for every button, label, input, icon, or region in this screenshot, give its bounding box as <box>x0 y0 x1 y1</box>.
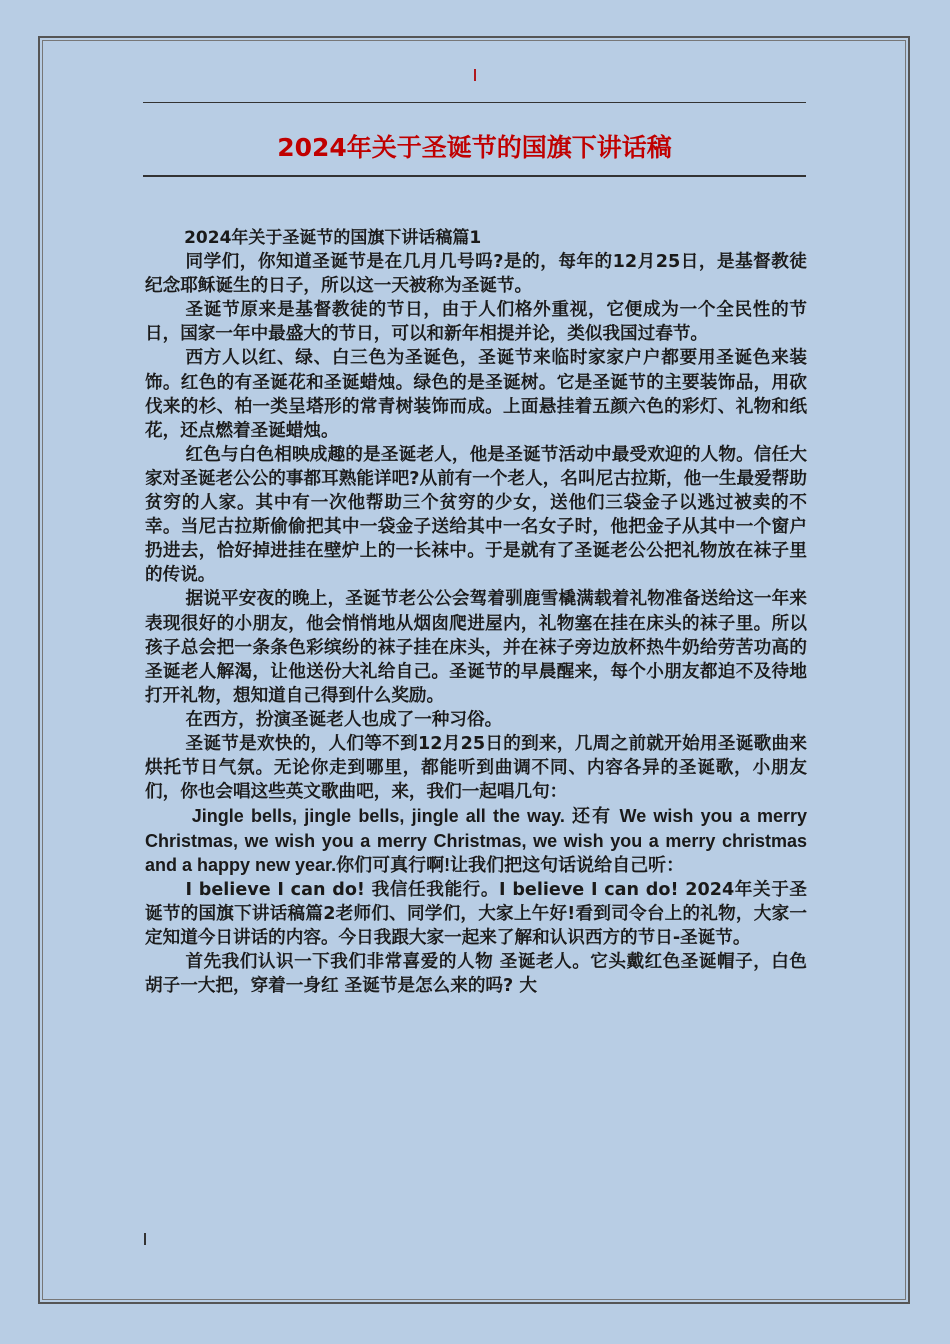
header-rule <box>143 102 806 103</box>
document-body <box>145 226 807 998</box>
document-title: 2024年关于圣诞节的国旗下讲话稿 <box>277 133 672 162</box>
paragraph: 在西方，扮演圣诞老人也成了一种习俗。 <box>185 709 503 730</box>
title-underline <box>143 175 806 177</box>
paragraph: 首先我们认识一下我们非常喜爱的人物 圣诞老人。它头戴红色圣诞帽子，白色胡子一大把，穿着一身红 圣诞节是怎么来的吗? 大 <box>145 952 807 997</box>
paragraph: 圣诞节是欢快的，人们等不到12月25日的到来，几周之前就开始用圣诞歌曲来烘托节日气氛。无论你走到哪里，都能听到曲调不同、内容各异的圣诞歌，小朋友们，你也会唱这些英文歌曲吧，来，我们一起唱几句： <box>145 733 807 803</box>
paragraph: 圣诞节原来是基督教徒的节日，由于人们格外重视，它便成为一个全民性的节日，国家一年中最盛大的节日，可以和新年相提并论，类似我国过春节。 <box>145 300 807 345</box>
section-heading: 2024年关于圣诞节的国旗下讲话稿篇1 <box>184 228 482 248</box>
paragraph: 红色与白色相映成趣的是圣诞老人，他是圣诞节活动中最受欢迎的人物。信任大家对圣诞老公公的事都耳熟能详吧?从前有一个老人，名叫尼古拉斯，他一生最爱帮助贫穷的人家。其中有一次他帮助三个贫穷的少女，送他们三袋金子以逃过被卖的不幸。当尼古拉斯偷偷把其中一袋金子送给其中一名女子时，他把金子从其中一个窗户扔进去，恰好掉进挂在壁炉上的一长袜中。于是就有了圣诞老公公把礼物放在袜子里的传说。 <box>145 444 807 586</box>
paragraph: I believe I can do! 我信任我能行。I believe I can do! 2024年关于圣诞节的国旗下讲话稿篇2老师们、同学们，大家上午好!看到司令台上的礼物，大家一定知道今日讲话的内容。今日我跟大家一起来了解和认识西方的节日-圣诞节。 <box>145 879 807 948</box>
paragraph-song-lyrics: Jingle bells, jingle bells, jingle all the way. 还有 We wish you a merry Christmas, we wish you a merry Christmas, we wish you a merry christmas and a happy new year.你们可真行啊!让我们把这句话说给自己听： <box>145 806 807 876</box>
footer-cursor-mark <box>144 1233 146 1245</box>
text-cursor-mark <box>474 69 476 81</box>
paragraph: 西方人以红、绿、白三色为圣诞色，圣诞节来临时家家户户都要用圣诞色来装饰。红色的有圣诞花和圣诞蜡烛。绿色的是圣诞树。它是圣诞节的主要装饰品，用砍伐来的杉、柏一类呈塔形的常青树装饰而成。上面悬挂着五颜六色的彩灯、礼物和纸花，还点燃着圣诞蜡烛。 <box>145 348 807 441</box>
paragraph: 据说平安夜的晚上，圣诞节老公公会驾着驯鹿雪橇满载着礼物准备送给这一年来表现很好的小朋友，他会悄悄地从烟囱爬进屋内，礼物塞在挂在床头的袜子里。所以孩子总会把一条条色彩缤纷的袜子挂在床头，并在袜子旁边放杯热牛奶给劳苦功高的圣诞老人解渴，让他送份大礼给自己。圣诞节的早晨醒来，每个小朋友都迫不及待地打开礼物，想知道自己得到什么奖励。 <box>145 589 807 706</box>
paragraph: 同学们，你知道圣诞节是在几月几号吗?是的，每年的12月25日，是基督教徒纪念耶稣诞生的日子，所以这一天被称为圣诞节。 <box>145 252 807 297</box>
